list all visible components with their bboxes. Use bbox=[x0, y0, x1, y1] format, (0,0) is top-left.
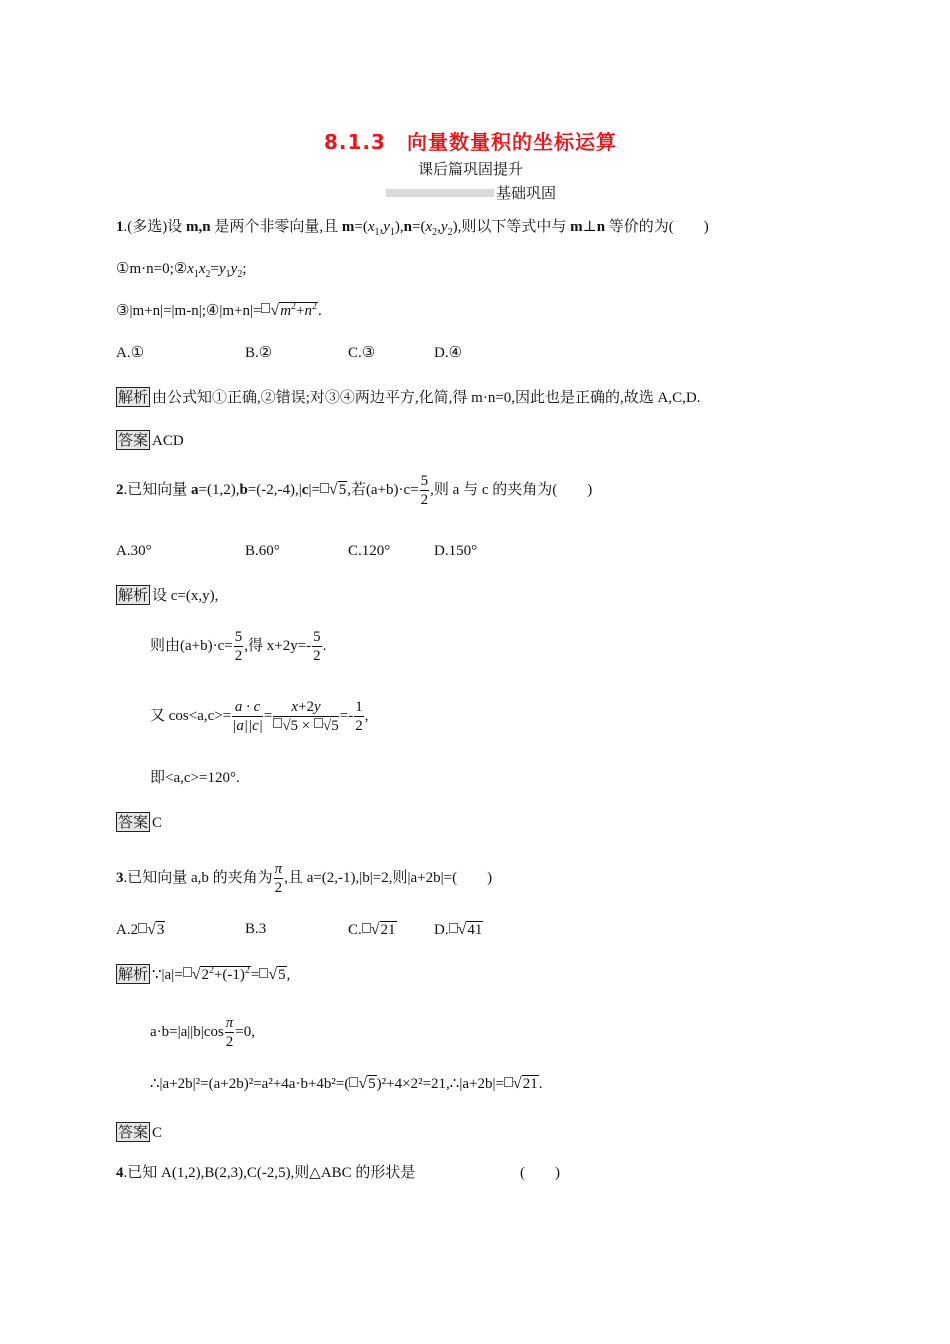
q2-choice-a[interactable]: A.30° bbox=[116, 543, 152, 559]
q1-stem: 1.(多选)设 m,n 是两个非零向量,且 $m=(x_1,y_1),n=(x_2,y_2)$,则以下等式中与 m⊥n 等价的为( ) bbox=[116, 219, 709, 238]
q2-stem: 2.已知向量 a=(1,2),b=(-2,-4),|c|= √5,若(a+b)·c= $\frac{5}{2}$ ,则 a 与 c 的夹角为( ) bbox=[116, 473, 593, 508]
q1-analysis: 解析 由公式知①正确,②错误;对③④两边平方,化简,得 m·n=0,因此也是正确的,故选 A,C,D. bbox=[118, 388, 701, 406]
q3-analysis-1: 解析 ∵|a|= $√2^2+(-1)^2= √5$, bbox=[118, 965, 291, 983]
analysis-tag: 解析 bbox=[118, 965, 149, 983]
answer-tag: 答案 bbox=[118, 1123, 149, 1141]
q4-stem: 4.已知 A(1,2),B(2,3),C(-2,5),则△ABC 的形状是 bbox=[116, 1165, 416, 1181]
q1-choice-d[interactable]: D.④ bbox=[434, 345, 463, 361]
q2-choice-c[interactable]: C.120° bbox=[348, 543, 391, 559]
q2-choice-d[interactable]: D.150° bbox=[434, 543, 478, 559]
q2-choice-b[interactable]: B.60° bbox=[245, 543, 280, 559]
analysis-tag: 解析 bbox=[118, 586, 149, 604]
q3-stem: 3.已知向量 a,b 的夹角为 $\frac{\pi}{2}$ ,且 a=(2,-1),|b|=2,则|a+2b|=( ) bbox=[116, 861, 493, 896]
answer-tag: 答案 bbox=[118, 813, 149, 831]
q1-choice-c[interactable]: C.③ bbox=[348, 345, 376, 361]
page-subtitle: 课后篇巩固提升 bbox=[418, 160, 524, 178]
q2-analysis-4: 即<a,c>=120°. bbox=[150, 770, 240, 786]
analysis-tag: 解析 bbox=[118, 388, 149, 406]
q1-options-line2: ③|m+n|=|m-n|;④|m+n|= $√m^2+n^2$. bbox=[116, 301, 322, 319]
q2-analysis-3: 又 cos<a,c>= $\frac{a \cdot c}{|a||c|}$ = $\frac{x+2y}{√5 \times √5}$ =- $\frac{1}{2}$ , bbox=[150, 699, 369, 734]
section-heading: 基础巩固 bbox=[496, 184, 557, 202]
q2-analysis-2: 则由(a+b)·c= $\frac{5}{2}$ ,得 x+2y=- $\frac{5}{2}$ . bbox=[150, 629, 327, 664]
q1-choice-a[interactable]: A.① bbox=[116, 345, 145, 361]
q3-choice-a[interactable]: A.2 √3 bbox=[116, 921, 165, 938]
q4-answer-paren: ( ) bbox=[520, 1165, 560, 1181]
q3-analysis-2: a·b=|a||b|cos $\frac{\pi}{2}$ =0, bbox=[150, 1015, 256, 1050]
q3-choice-c[interactable]: C. √21 bbox=[348, 921, 396, 938]
section-bar bbox=[386, 189, 494, 197]
q1-answer: 答案 ACD bbox=[118, 431, 184, 449]
q2-analysis-1: 解析 设 c=(x,y), bbox=[118, 586, 219, 604]
answer-tag: 答案 bbox=[118, 431, 149, 449]
q2-answer: 答案 C bbox=[118, 813, 163, 831]
page-title: 8.1.3 向量数量积的坐标运算 bbox=[324, 130, 617, 154]
q1-choice-b[interactable]: B.② bbox=[245, 345, 273, 361]
q3-answer: 答案 C bbox=[118, 1123, 163, 1141]
q3-analysis-3: ∴|a+2b|²=(a+2b)²=a²+4a·b+4b²=( √5)²+4×2²=21,∴|a+2b|= √21. bbox=[150, 1075, 543, 1092]
q1-options-line1: $①m\cdot n=0;②x_1x_2=y_1y_2$; bbox=[116, 261, 247, 280]
q3-choice-b[interactable]: B.3 bbox=[245, 921, 267, 937]
q3-choice-d[interactable]: D. √41 bbox=[434, 921, 483, 938]
